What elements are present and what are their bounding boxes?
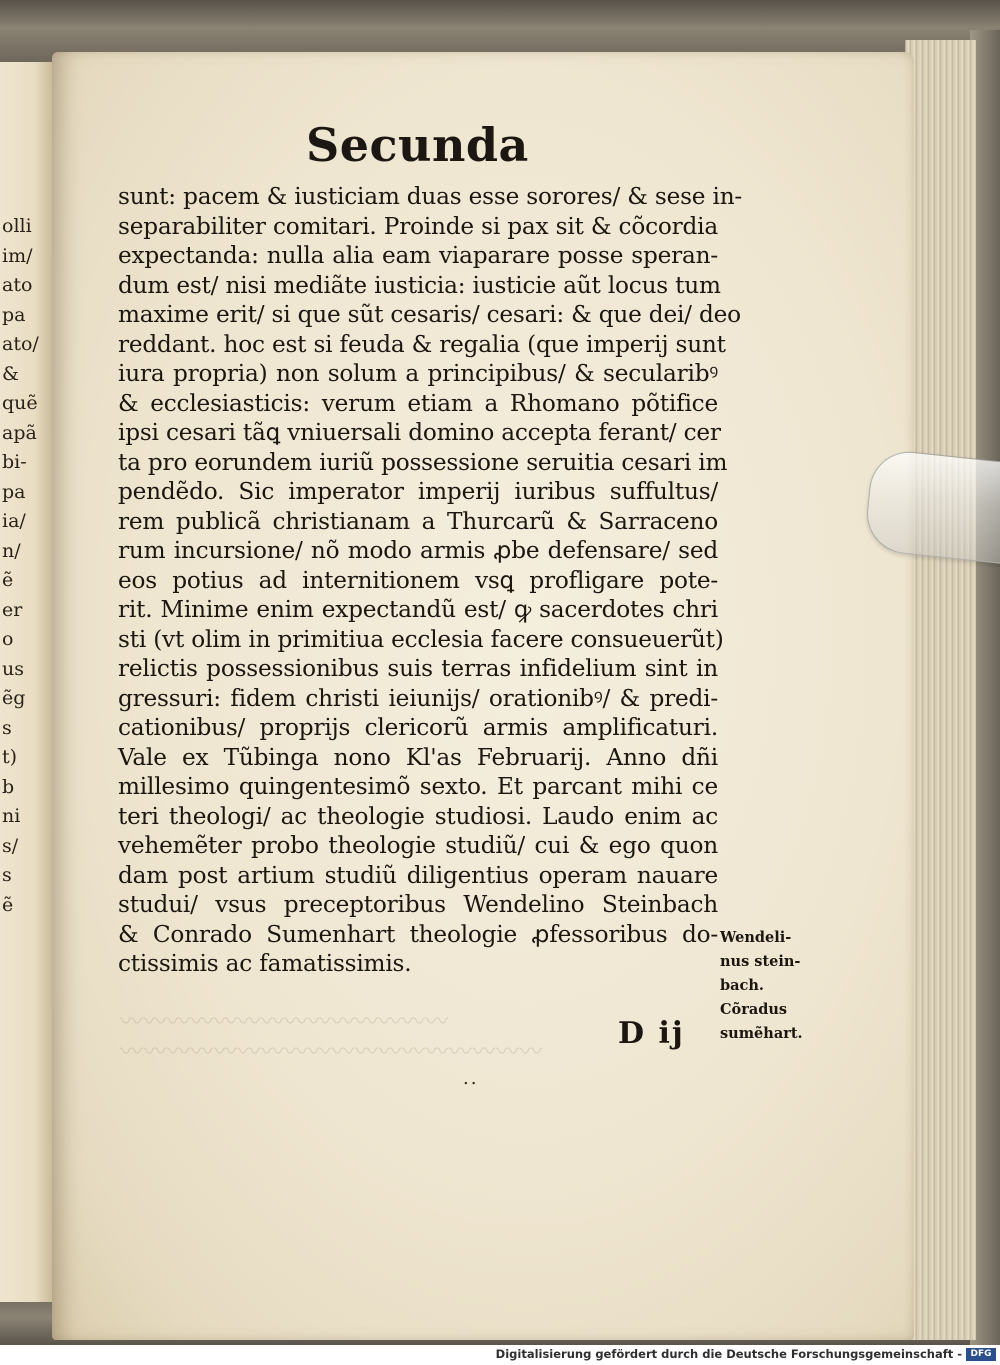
text-line: & Conrado Sumenhart theologie ꝓfessoribus do- <box>118 920 718 948</box>
left-page <box>0 62 59 1302</box>
text-line: vehemẽter probo theologie studiũ/ cui & ego quon <box>118 832 718 859</box>
text-line: relictis possessionibus suis terras infidelium sint in <box>118 655 718 682</box>
text-line: rit. Minime enim expectandũ est/ ꝙ sacerdotes chri <box>118 596 718 623</box>
left-page-fragment: us <box>2 657 24 680</box>
text-line: millesimo quingentesimõ sexto. Et parcant mihi ce <box>118 773 718 800</box>
left-page-fragment: ẽ <box>2 893 14 916</box>
text-line: teri theologi/ ac theologie studiosi. Laudo enim ac <box>118 802 718 830</box>
marginal-note-line: Cõradus <box>720 1001 788 1018</box>
text-line: sti (vt olim in primitiua ecclesia facere consueuerũt) <box>118 625 724 653</box>
left-page-fragment: im/ <box>2 244 33 267</box>
text-line: gressuri: fidem christi ieiunijs/ orationibꝰ/ & predi- <box>118 684 718 712</box>
marginal-note-line: nus stein- <box>720 953 801 970</box>
marginal-note-line: sumẽhart. <box>720 1025 803 1042</box>
left-page-fragment: s/ <box>2 834 19 857</box>
text-line: studui/ vsus preceptoribus Wendelino Steinbach <box>118 891 718 918</box>
text-line: reddant. hoc est si feuda & regalia (que imperij sunt <box>118 330 726 358</box>
left-page-fragment: n/ <box>2 539 21 562</box>
page-stack-edge <box>905 40 976 1340</box>
left-page-fragment: ni <box>2 805 21 827</box>
left-page-fragment: ia/ <box>2 510 26 532</box>
text-line: iura propria) non solum a principibus/ & secularibꝰ <box>118 360 718 387</box>
left-page-fragment: s <box>2 864 12 886</box>
dfg-logo[interactable]: DFG <box>966 1348 996 1361</box>
text-line: pendẽdo. Sic imperator imperij iuribus suffultus/ <box>118 478 718 505</box>
marginal-note-line: Wendeli- <box>720 929 792 946</box>
left-page-fragment: er <box>2 598 23 621</box>
left-page-fragment: b <box>2 775 15 798</box>
body-text <box>118 182 743 979</box>
marginal-note <box>720 926 816 1046</box>
left-page-fragment: ato <box>2 274 33 296</box>
left-page-fragment: & <box>2 362 19 385</box>
text-line: & ecclesiasticis: verum etiam a Rhomano põtifice <box>118 389 718 417</box>
left-page-fragment: o <box>2 628 14 650</box>
text-line: separabiliter comitari. Proinde si pax sit & cõcordia <box>118 212 718 240</box>
text-line: cationibus/ proprijs clericorũ armis amplificaturi. <box>118 714 718 741</box>
left-page-fragment: ẽg <box>2 687 26 709</box>
left-page-fragment: apã <box>2 421 37 444</box>
page-holder-clip <box>863 448 1000 564</box>
footer-bar <box>0 1345 1000 1365</box>
text-line: rum incursione/ nõ modo armis ꝓbe defensare/ sed <box>118 537 718 564</box>
left-page-fragment: ẽ <box>2 569 14 591</box>
funding-credit: Digitalisierung gefördert durch die Deutsche Forschungsgemeinschaft - <box>495 1347 962 1361</box>
running-head: Secunda <box>306 118 529 172</box>
bottom-ornament: .. <box>463 1068 479 1089</box>
left-page-fragment: s <box>2 716 12 739</box>
left-page-text-fragments <box>2 212 42 920</box>
text-line: Vale ex Tũbinga nono Kl'as Februarij. Anno dñi <box>118 743 718 771</box>
text-line: ta pro eorundem iuriũ possessione seruitia cesari im <box>118 448 728 476</box>
text-line: dum est/ nisi mediãte iusticia: iusticie aũt locus tum <box>118 271 721 299</box>
left-page-fragment: ato/ <box>2 333 39 355</box>
left-page-fragment: t) <box>2 746 18 768</box>
text-line: maxime erit/ si que sũt cesaris/ cesari: & que dei/ deo <box>118 301 741 328</box>
left-page-fragment: olli <box>2 215 32 237</box>
left-page-fragment: pa <box>2 303 26 326</box>
text-line: dam post artium studiũ diligentius operam nauare <box>118 861 718 889</box>
bleed-through-text: 〰〰〰〰〰〰〰〰〰〰〰〰〰〰〰〰〰〰 <box>120 1039 543 1065</box>
left-page-fragment: bi- <box>2 451 27 473</box>
text-line: eos potius ad internitionem vsꝗ profligare pote- <box>118 566 718 594</box>
text-line: expectanda: nulla alia eam viaparare posse speran- <box>118 242 718 269</box>
text-line: sunt: pacem & iusticiam duas esse sorores/ & sese in- <box>118 183 743 210</box>
bleed-through-text: 〰〰〰〰〰〰〰〰〰〰〰〰〰〰 <box>120 1009 449 1035</box>
text-line: ipsi cesari tãꝗ vniuersali domino accepta ferant/ cer <box>118 419 721 446</box>
text-line: ctissimis ac famatissimis. <box>118 950 412 977</box>
text-line: rem publicã christianam a Thurcarũ & Sarraceno <box>118 507 718 535</box>
left-page-fragment: quẽ <box>2 392 38 414</box>
left-page-fragment: pa <box>2 480 26 503</box>
marginal-note-line: bach. <box>720 977 764 994</box>
signature-mark: D ij <box>618 1016 685 1051</box>
